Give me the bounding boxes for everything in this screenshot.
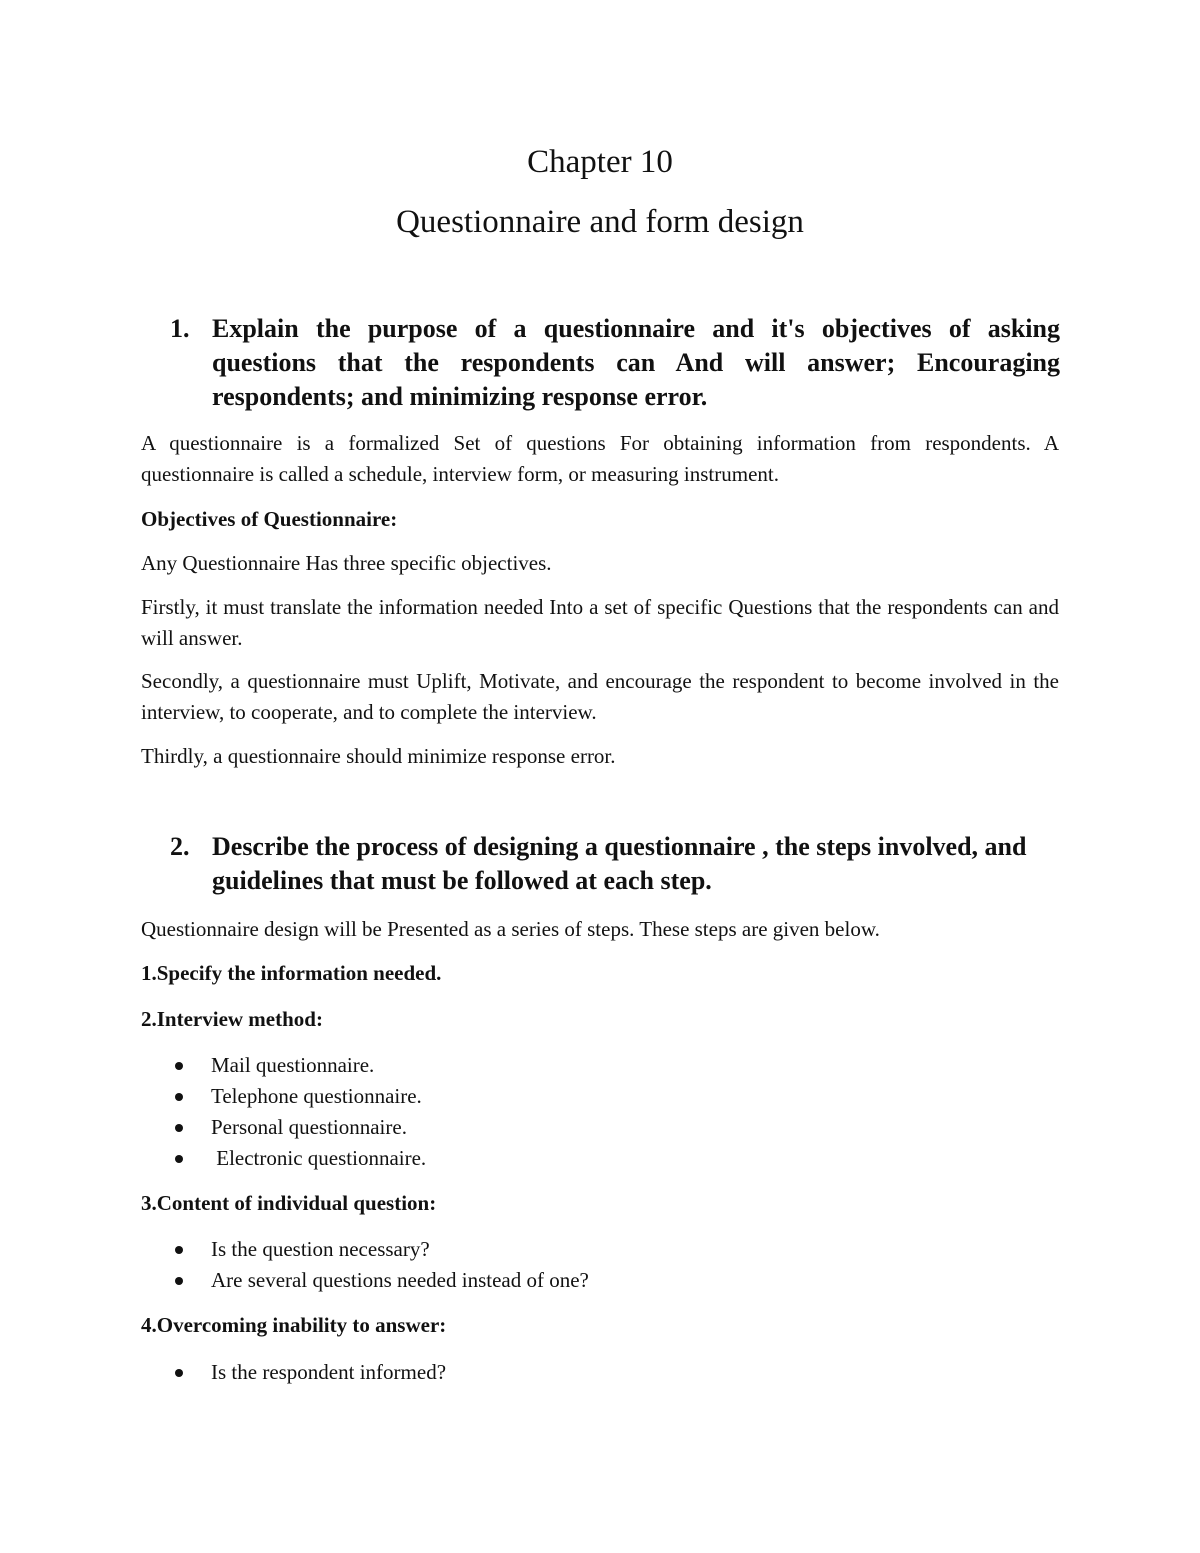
list-item [173, 1050, 426, 1081]
question-1 [170, 312, 1060, 414]
question-1-text: Explain the purpose of a questionnaire and it's objectives of asking questions that the respondents can And will answer; Encouraging respondents; and minimizing response error. [212, 314, 1060, 411]
step-2-heading: 2.Interview method: [141, 1007, 323, 1031]
question-content-list [173, 1234, 589, 1296]
objectives-heading: Objectives of Questionnaire: [141, 507, 398, 531]
bullet-icon [175, 1246, 183, 1254]
list-item-label: Electronic questionnaire. [211, 1146, 427, 1170]
list-item [173, 1143, 426, 1174]
list-item [173, 1112, 426, 1143]
bullet-icon [175, 1369, 183, 1377]
bullet-icon [175, 1062, 183, 1070]
objective-thirdly: Thirdly, a questionnaire should minimize response error. [141, 744, 616, 768]
chapter-heading: Chapter 10 [527, 144, 673, 180]
bullet-icon [175, 1093, 183, 1101]
question-2-number: 2. [170, 832, 190, 861]
list-item-label: Is the question necessary? [211, 1237, 430, 1261]
objective-secondly: Secondly, a questionnaire must Uplift, Motivate, and encourage the respondent to become involved in the interview, to cooperate, and to complete the interview. [141, 669, 1059, 724]
list-item [173, 1265, 589, 1296]
interview-method-list [173, 1050, 426, 1174]
objective-firstly: Firstly, it must translate the information needed Into a set of specific Questions that the respondents can and will answer. [141, 595, 1059, 650]
questionnaire-definition: A questionnaire is a formalized Set of questions For obtaining information from respondents. A questionnaire is called a schedule, interview form, or measuring instrument. [141, 431, 1059, 486]
bullet-icon [175, 1124, 183, 1132]
list-item [173, 1234, 589, 1265]
list-item-label: Are several questions needed instead of one? [211, 1268, 589, 1292]
page-title: Questionnaire and form design [396, 204, 804, 240]
list-item [173, 1357, 446, 1388]
design-intro: Questionnaire design will be Presented as a series of steps. These steps are given below. [141, 917, 880, 941]
step-3-heading: 3.Content of individual question: [141, 1191, 437, 1215]
list-item-label: Mail questionnaire. [211, 1053, 375, 1077]
list-item-label: Is the respondent informed? [211, 1360, 447, 1384]
bullet-icon [175, 1155, 183, 1163]
step-1-heading: 1.Specify the information needed. [141, 961, 442, 985]
list-item [173, 1081, 426, 1112]
list-item-label: Telephone questionnaire. [211, 1084, 422, 1108]
objectives-intro: Any Questionnaire Has three specific objectives. [141, 551, 552, 575]
question-2-text: Describe the process of designing a questionnaire , the steps involved, and guidelines that must be followed at each step. [212, 832, 1027, 895]
question-2 [170, 830, 1060, 898]
bullet-icon [175, 1277, 183, 1285]
list-item-label: Personal questionnaire. [211, 1115, 407, 1139]
step-4-heading: 4.Overcoming inability to answer: [141, 1313, 447, 1337]
question-1-number: 1. [170, 314, 190, 343]
inability-list [173, 1357, 446, 1388]
